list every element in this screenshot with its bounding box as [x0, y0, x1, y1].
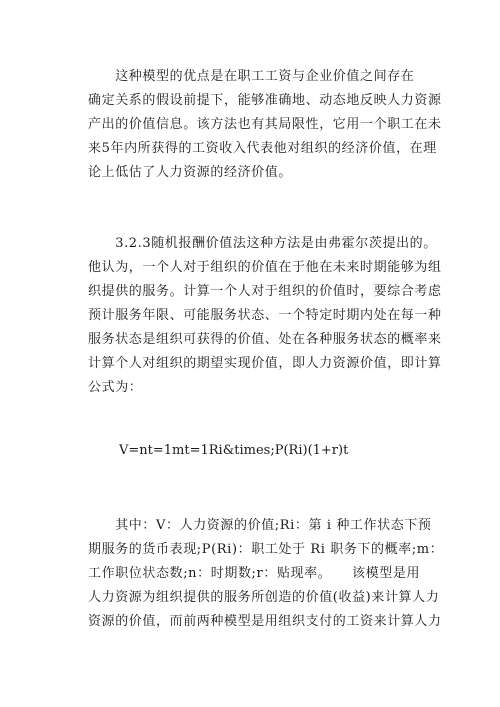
text-line: 确定关系的假设前提下，能够准确地、动态地反映人力资源	[88, 93, 442, 108]
text-line: 论上低估了人力资源的经济价值。	[88, 165, 293, 180]
text-line: 期服务的货币表现;P(Ri)：职工处于 Ri 职务下的概率;m：	[88, 542, 444, 557]
text-line: 服务状态是组织可获得的价值、处在各种服务状态的概率来	[88, 332, 442, 347]
text-line: 公式为：	[88, 380, 143, 395]
text-line: 织提供的服务。计算一个人对于组织的价值时，要综合考虑	[88, 284, 442, 299]
text-line: 他认为，一个人对于组织的价值在于他在未来时期能够为组	[88, 260, 442, 275]
text-line: 工作职位状态数;n：时期数;r：贴现率。 该模型是用	[88, 566, 421, 581]
text-line: 预计服务年限、可能服务状态、一个特定时期内处在每一种	[88, 308, 442, 323]
text-line: 3.2.3随机报酬价值法这种方法是由弗霍尔茨提出的。	[88, 236, 437, 251]
text-line: 资源的价值，而前两种模型是用组织支付的工资来计算人力	[88, 614, 442, 629]
text-line: 其中：V：人力资源的价值;Ri：第 i 种工作状态下预	[88, 518, 432, 533]
text-line: 人力资源为组织提供的服务所创造的价值(收益)来计算人力	[88, 590, 440, 605]
text-line: 产出的价值信息。该方法也有其局限性，它用一个职工在未	[88, 117, 442, 132]
paragraph-random-reward-method	[88, 232, 442, 400]
formula: V=nt=1mt=1Ri&times;P(Ri)(1+r)t	[119, 443, 349, 458]
text-line: 这种模型的优点是在职工工资与企业价值之间存在	[88, 69, 415, 84]
paragraph-variable-definitions	[88, 514, 444, 634]
text-line: 计算个人对组织的期望实现价值，即人力资源价值，即计算	[88, 356, 442, 371]
text-line: 来5年内所获得的工资收入代表他对组织的经济价值，在理	[88, 141, 437, 156]
paragraph-model-advantages	[88, 65, 442, 185]
